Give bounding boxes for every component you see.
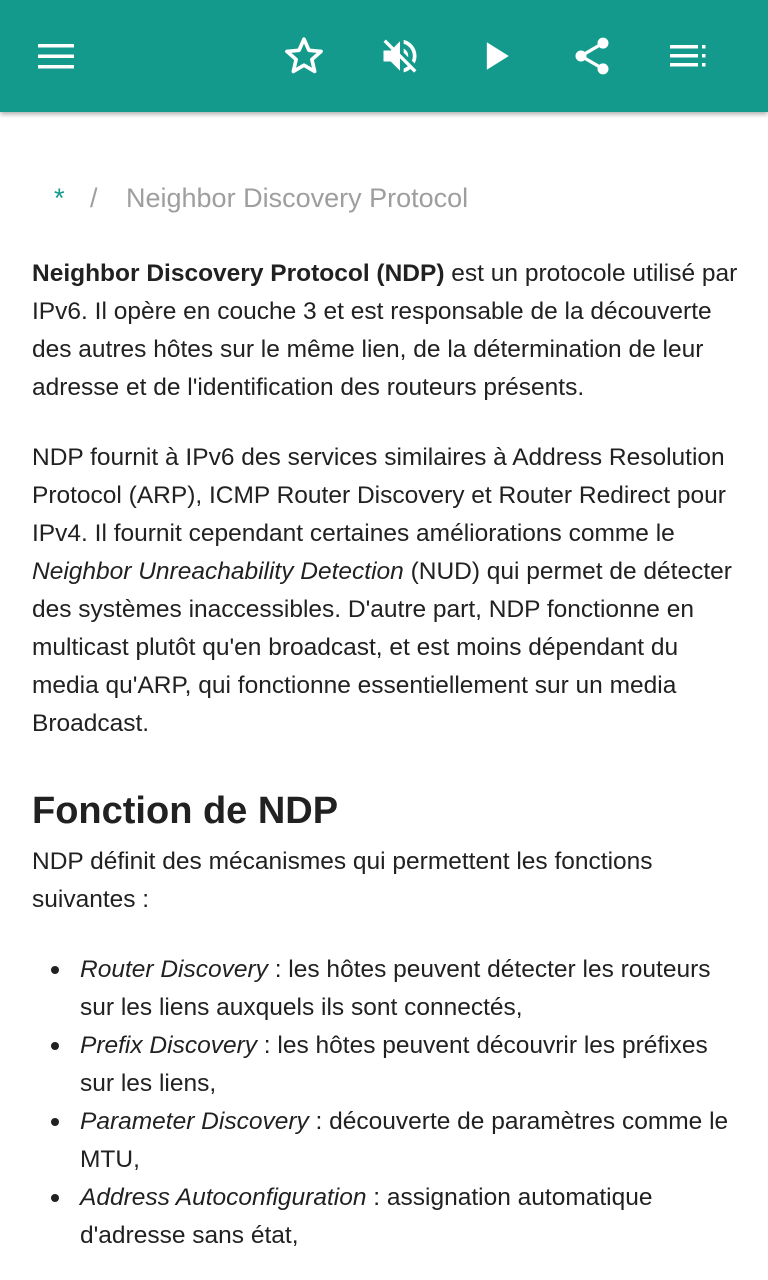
list-item-term: Router Discovery: [80, 956, 268, 983]
contents-button[interactable]: [652, 20, 724, 92]
list-item: [80, 1103, 738, 1179]
list-item-desc: : découverte de paramètres comme le MTU,: [80, 1108, 729, 1173]
breadcrumb-current: Neighbor Discovery Protocol: [126, 183, 469, 213]
article-content: [32, 112, 738, 1255]
comparison-text-b: (NUD) qui permet de détecter des systèmes inaccessibles. D'autre part, NDP fonctionne en multicast plutôt qu'en broadcast, et est moins dépendant du media qu'ARP, qui fonctionne essentiellement sur un media Broadcast.: [32, 558, 732, 737]
star-icon: [282, 34, 326, 78]
comparison-paragraph: [32, 439, 738, 743]
comparison-text-a: NDP fournit à IPv6 des services similaires à Address Resolution Protocol (ARP), ICMP Router Discovery et Router Redirect pour IPv4. Il fournit cependant certaines améliorations comme le: [32, 444, 726, 547]
list-item-term: Parameter Discovery: [80, 1108, 309, 1135]
list-item-desc: : assignation automatique d'adresse sans état,: [80, 1184, 653, 1249]
bookmark-button[interactable]: [268, 20, 340, 92]
intro-term: Neighbor Discovery Protocol (NDP): [32, 260, 445, 287]
mute-button[interactable]: [364, 20, 436, 92]
list-item: [80, 1027, 738, 1103]
bullet-icon: [51, 966, 59, 974]
bullet-icon: [51, 1118, 59, 1126]
list-item: [80, 1179, 738, 1255]
functions-list: [32, 951, 738, 1255]
app-toolbar: [0, 0, 768, 112]
functions-intro: NDP définit des mécanismes qui permettent les fonctions suivantes :: [32, 848, 653, 913]
intro-text: est un protocole utilisé par IPv6. Il opère en couche 3 et est responsable de la découverte des autres hôtes sur le même lien, de la détermination de leur adresse et de l'identification des routeurs présents.: [32, 260, 738, 401]
list-item: [80, 951, 738, 1027]
intro-paragraph: [32, 255, 738, 407]
breadcrumb: [32, 178, 738, 218]
bullet-icon: [51, 1042, 59, 1050]
bullet-icon: [51, 1194, 59, 1202]
volume-off-icon: [378, 34, 422, 78]
section-heading: Fonction de NDP: [32, 790, 339, 832]
play-icon: [474, 34, 518, 78]
menu-icon: [36, 36, 76, 76]
list-item-term: Prefix Discovery: [80, 1032, 257, 1059]
list-item-desc: : les hôtes peuvent découvrir les préfixes sur les liens,: [80, 1032, 708, 1097]
playlist-icon: [668, 36, 708, 76]
nud-term: Neighbor Unreachability Detection: [32, 558, 404, 585]
share-icon: [570, 34, 614, 78]
breadcrumb-home-link[interactable]: *: [54, 183, 65, 213]
list-item-desc: : les hôtes peuvent détecter les routeurs sur les liens auxquels ils sont connectés,: [80, 956, 711, 1021]
breadcrumb-separator: /: [90, 183, 98, 213]
play-button[interactable]: [460, 20, 532, 92]
menu-button[interactable]: [20, 20, 92, 92]
list-item-term: Address Autoconfiguration: [80, 1184, 367, 1211]
share-button[interactable]: [556, 20, 628, 92]
